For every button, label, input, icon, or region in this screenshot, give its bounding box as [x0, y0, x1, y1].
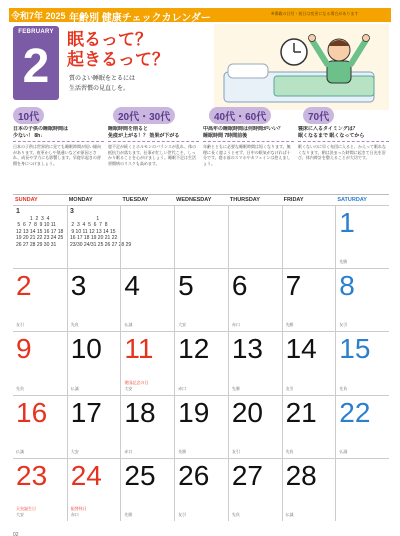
rokuyo-label: 先負	[231, 511, 240, 517]
weekday-sunday: SUNDAY	[15, 197, 38, 203]
rokuyo-label: 先負	[70, 322, 79, 328]
day-number: 25	[124, 459, 156, 491]
day-number: 7	[285, 270, 302, 302]
mini-row: 12 13 14 15 16 17 18	[16, 228, 64, 235]
calendar-cell	[120, 268, 174, 331]
day-number: 9	[16, 333, 32, 365]
weekday-saturday: SATURDAY	[337, 197, 367, 203]
rokuyo-label: 仏滅	[124, 322, 133, 328]
holiday-label: 建国記念の日	[124, 379, 149, 385]
weekday-tuesday: TUESDAY	[122, 197, 149, 203]
info-column-70s	[298, 126, 389, 186]
day-number: 20	[231, 396, 263, 428]
calendar-cell	[174, 458, 228, 521]
header-strip	[9, 8, 391, 22]
info-body: 日本の子供は世界的に見ても睡眠時間が短い傾向があります。夜更かしや塾通いなどが原因とされ、成長や学力にも影響します。早寝早起きの習慣を身につけましょう。	[13, 144, 101, 166]
rokuyo-label: 友引	[231, 448, 240, 454]
calendar-cell	[228, 395, 282, 458]
calendar-page	[9, 8, 391, 536]
rokuyo-label: 先負	[285, 448, 294, 454]
calendar-cell	[335, 395, 389, 458]
headline-subtitle: 質のよい睡眠をとるには 生活習慣の見直しを。	[69, 76, 136, 92]
calendar-cell	[120, 205, 174, 268]
calendar-cell	[282, 268, 336, 331]
calendar-cell	[228, 458, 282, 521]
info-heading: 寝床に入るタイミングは？ 眠くなるまで 眠くなってから	[298, 126, 389, 142]
calendar-cell	[174, 395, 228, 458]
month-block	[13, 26, 59, 100]
rokuyo-label: 大安	[124, 385, 133, 391]
calendar-cell	[120, 395, 174, 458]
day-number: 19	[178, 396, 210, 428]
calendar-cell	[120, 458, 174, 521]
calendar-cell	[228, 331, 282, 394]
age-tab-10s	[13, 104, 44, 126]
mini-month: 1	[16, 208, 20, 215]
rokuyo-label: 友引	[285, 385, 294, 391]
weekday-friday: FRIDAY	[283, 197, 304, 203]
day-number: 10	[70, 333, 102, 365]
headline-title: 眠るって？ 起きるって？	[67, 30, 169, 70]
age-label: 40代・60代	[209, 107, 271, 124]
calendar-cell	[282, 458, 336, 521]
series-title: 年齢別 健康チェックカレンダー	[69, 13, 211, 24]
rokuyo-label: 先勝	[231, 385, 240, 391]
day-number: 4	[124, 270, 140, 302]
month-calendar	[13, 194, 389, 520]
mini-row: 16 17 18 19 20 21 22	[70, 235, 118, 241]
calendar-cell	[174, 331, 228, 394]
calendar-cell	[13, 458, 67, 521]
age-tab-20s-30s	[113, 104, 175, 126]
info-heading: 日本の子供の睡眠時間は 少ない！ 8h↓	[13, 126, 104, 142]
day-number: 21	[285, 396, 317, 428]
day-number: 11	[124, 333, 154, 365]
calendar-cell	[120, 331, 174, 394]
day-number: 3	[70, 270, 87, 302]
calendar-cell	[67, 458, 121, 521]
rokuyo-label: 仏滅	[70, 385, 79, 391]
info-body: 眠くないのに早く布団に入ると、かえって眠れなくなります。朝は決まった時間に起きて日光を浴び、体内時計を整えることが大切です。	[298, 144, 386, 161]
rokuyo-label: 先勝	[124, 511, 133, 517]
age-label: 70代	[303, 107, 334, 124]
calendar-cell	[282, 395, 336, 458]
info-body: 年齢とともに必要な睡眠時間は短くなります。無理に長く寝ようとせず、日中の眠気がなければ十分です。寝る前のスマホやカフェインは控えましょう。	[203, 144, 291, 166]
day-number: 2	[16, 270, 32, 302]
mini-row: 19 20 21 22 23 24 25	[16, 235, 64, 241]
age-label: 20代・30代	[113, 107, 175, 124]
calendar-cell	[228, 205, 282, 268]
info-column-40s-60s	[203, 126, 294, 186]
day-number: 5	[178, 270, 194, 302]
info-column-20s-30s	[108, 126, 199, 186]
page-number: 02	[13, 532, 19, 536]
holiday-label: 天皇誕生日	[16, 505, 36, 511]
holiday-label: 振替休日	[70, 505, 87, 511]
rokuyo-label: 赤口	[178, 385, 187, 391]
calendar-cell	[174, 205, 228, 268]
day-number: 6	[231, 270, 248, 302]
calendar-cell	[282, 331, 336, 394]
calendar-cell	[67, 268, 121, 331]
info-body: 寝不足が続くとホルモンのバランスが乱れ、体の抵抗力が落ちます。仕事が忙しい世代こそ、しっかり眠ることを心がけましょう。睡眠不足は生活習慣病のリスクも高めます。	[108, 144, 197, 166]
age-tab-70s	[303, 104, 334, 126]
info-column-10s	[13, 126, 104, 186]
calendar-cell	[13, 395, 67, 458]
rokuyo-label: 友引	[339, 322, 348, 328]
header-note: ※掲載の日付・祝日は変更になる場合があります	[271, 11, 359, 16]
day-number: 26	[178, 459, 210, 491]
rokuyo-label: 先勝	[339, 259, 348, 265]
day-number: 15	[339, 333, 371, 365]
calendar-cell	[67, 331, 121, 394]
mini-row: 26 27 28 29 30 31	[16, 241, 57, 248]
calendar-cell	[335, 205, 389, 268]
rokuyo-label: 先負	[16, 385, 24, 391]
mini-row: 1 2 3 4	[16, 215, 50, 222]
mini-row: 5 6 7 8 9 10 11	[16, 222, 56, 228]
day-number: 14	[285, 333, 317, 365]
day-number: 24	[70, 459, 102, 491]
info-heading: 中高年の睡眠時間は何時間がいい？ 睡眠時間 7時間前後	[203, 126, 294, 142]
weekday-wednesday: WEDNESDAY	[176, 197, 212, 203]
rokuyo-label: 先負	[339, 385, 348, 391]
mini-row: 2 3 4 5 6 7 8	[70, 222, 108, 228]
month-number: 2	[22, 40, 50, 93]
day-number: 8	[339, 270, 355, 302]
day-number: 28	[285, 459, 317, 491]
rokuyo-label: 友引	[178, 511, 187, 517]
day-number: 23	[16, 459, 48, 491]
rokuyo-label: 大安	[70, 448, 79, 454]
calendar-cell	[13, 268, 67, 331]
info-heading: 睡眠時間を削ると 免疫が上がる！？ 効果が下がる	[108, 126, 199, 142]
weekday-header	[13, 195, 389, 205]
day-number: 22	[339, 396, 371, 428]
age-tab-40s-60s	[209, 104, 271, 126]
rokuyo-label: 赤口	[124, 448, 133, 454]
calendar-cell	[282, 205, 336, 268]
rokuyo-label: 赤口	[231, 322, 240, 328]
rokuyo-label: 赤口	[70, 511, 79, 517]
weekday-thursday: THURSDAY	[229, 197, 260, 203]
calendar-cell	[67, 395, 121, 458]
rokuyo-label: 仏滅	[16, 448, 24, 454]
day-number: 1	[339, 207, 355, 238]
mini-row: 1	[70, 215, 100, 222]
calendar-cell	[67, 205, 121, 268]
day-number: 16	[16, 396, 48, 428]
calendar-cell	[335, 268, 389, 331]
calendar-cell	[13, 331, 67, 394]
mini-month: 3	[70, 208, 74, 215]
mini-row: 23/30 24/31 25 26 27 28 29	[70, 241, 132, 248]
rokuyo-label: 先勝	[285, 322, 294, 328]
day-number: 13	[231, 333, 263, 365]
info-columns	[13, 126, 389, 186]
rokuyo-label: 仏滅	[285, 511, 294, 517]
calendar-cell	[335, 458, 389, 521]
age-label: 10代	[13, 107, 44, 124]
weekday-monday: MONDAY	[68, 197, 93, 203]
waking-person-illustration	[214, 24, 389, 110]
rokuyo-label: 先勝	[178, 448, 187, 454]
rokuyo-label: 大安	[178, 322, 187, 328]
day-number: 27	[231, 459, 263, 491]
calendar-cell	[174, 268, 228, 331]
calendar-cell	[228, 268, 282, 331]
month-name: FEBRUARY	[18, 29, 54, 35]
calendar-cell	[13, 205, 67, 268]
calendar-grid	[13, 205, 389, 521]
mini-row: 9 10 11 12 13 14 15	[70, 228, 116, 235]
day-number: 17	[70, 396, 102, 428]
calendar-cell	[335, 331, 389, 394]
day-number: 12	[178, 333, 210, 365]
rokuyo-label: 仏滅	[339, 448, 348, 454]
rokuyo-label: 友引	[16, 322, 24, 328]
rokuyo-label: 大安	[16, 511, 24, 517]
era-label: 令和7年 2025	[11, 11, 66, 21]
day-number: 18	[124, 396, 156, 428]
